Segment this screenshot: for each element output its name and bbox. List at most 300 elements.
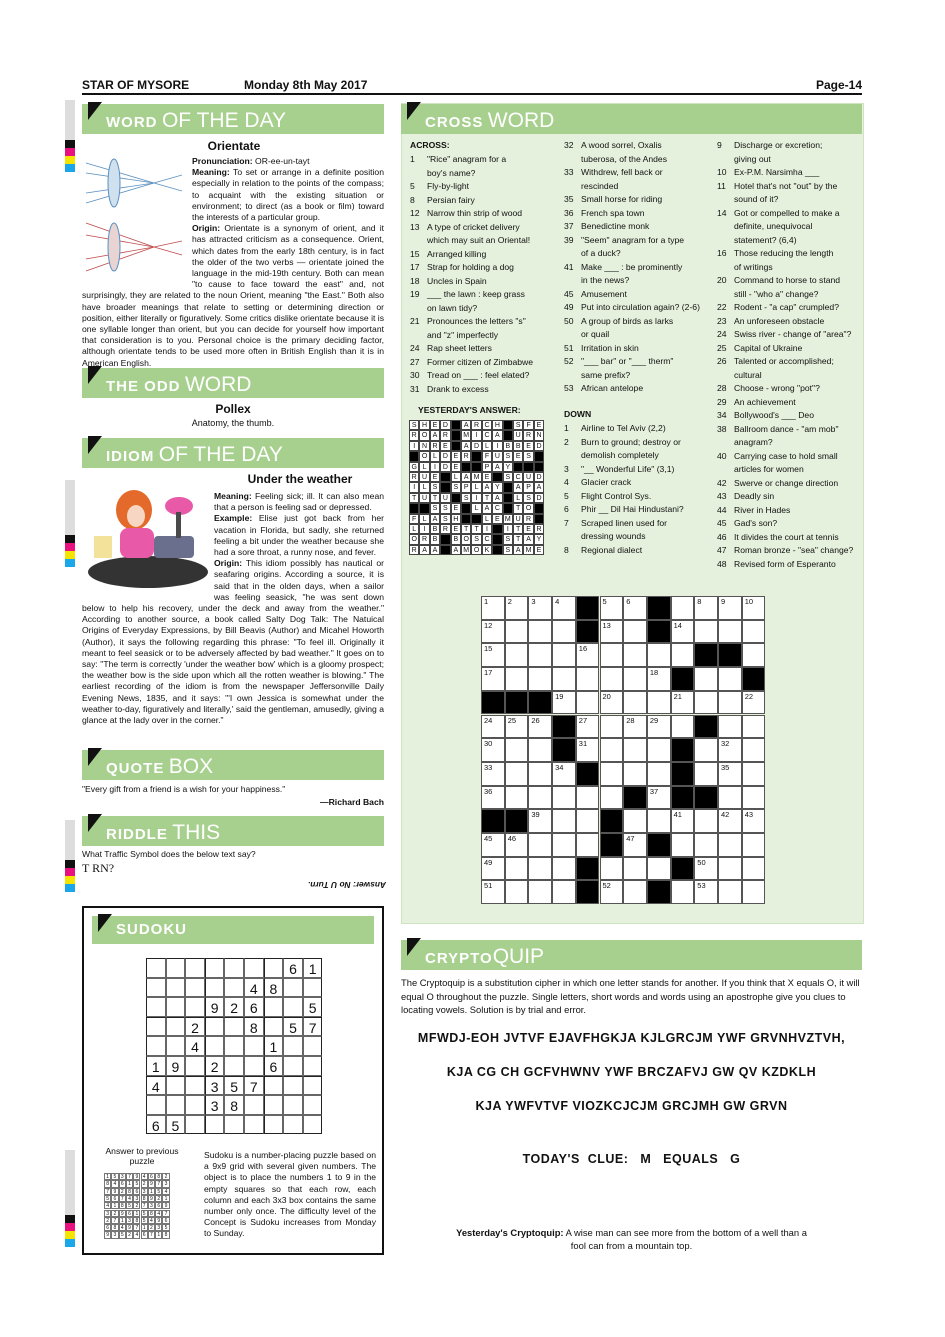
crossword-cell[interactable] [694,738,718,762]
sudoku-cell[interactable] [166,1076,186,1096]
sudoku-cell[interactable] [185,997,205,1017]
crossword-cell[interactable] [505,620,529,644]
crossword-cell[interactable] [505,738,529,762]
sudoku-cell[interactable] [185,978,205,998]
down-clues-col3 [717,139,862,571]
sudoku-cell[interactable] [205,1036,225,1056]
crossword-cell[interactable] [505,786,529,810]
sudoku-answer-cell: 6 [162,1217,169,1224]
cell-number: 15 [484,644,493,654]
crossword-cell[interactable] [623,596,647,620]
crossword-cell[interactable] [505,880,529,904]
word-title: Orientate [207,139,261,153]
clue-line [717,166,862,180]
crossword-cell[interactable] [481,880,505,904]
clue-line [410,261,560,275]
crossword-cell[interactable] [600,786,624,810]
sudoku-cell[interactable] [166,958,186,978]
clue-text: Swiss river - change of "area"? [734,329,852,339]
crossword-cell[interactable] [671,833,695,857]
sudoku-cell[interactable] [185,1095,205,1115]
sudoku-cell[interactable] [166,997,186,1017]
sudoku-cell[interactable] [185,958,205,978]
crossword-cell[interactable] [694,691,718,715]
crossword-block [600,833,624,857]
sudoku-cell[interactable] [205,1017,225,1037]
sudoku-answer-cell: 1 [141,1224,148,1231]
crossword-cell[interactable] [505,762,529,786]
sudoku-cell[interactable] [283,1115,303,1135]
crossword-cell[interactable] [600,880,624,904]
clue-number: 36 [564,207,574,218]
sudoku-cell[interactable] [303,978,323,998]
answer-cell: S [523,493,533,503]
crossword-cell[interactable] [742,620,766,644]
clue-text: Persian fairy [427,194,475,205]
crossword-cell[interactable] [718,762,742,786]
crossword-cell[interactable] [742,762,766,786]
crossword-cell[interactable] [647,738,671,762]
sudoku-cell[interactable] [224,1115,244,1135]
crossword-cell[interactable] [600,620,624,644]
crossword-cell[interactable] [576,667,600,691]
clue-number [717,193,734,207]
answer-cell: T [409,493,419,503]
sudoku-cell[interactable] [303,1036,323,1056]
sudoku-cell[interactable] [283,1076,303,1096]
crossword-cell[interactable] [481,667,505,691]
crossword-block [576,620,600,644]
sudoku-cell[interactable] [146,1095,166,1115]
sudoku-answer-cell: 5 [126,1202,133,1209]
crossword-cell[interactable] [528,715,552,739]
crossword-cell[interactable] [528,880,552,904]
cell-number: 35 [721,762,730,772]
sudoku-cell[interactable] [224,1056,244,1076]
crossword-cell[interactable] [623,715,647,739]
crossword-cell[interactable] [647,786,671,810]
across-heading: ACROSS: [410,140,450,150]
crossword-cell[interactable] [718,880,742,904]
crossword-cell[interactable] [600,643,624,667]
answer-cell [440,482,450,492]
clue-number: 29 [717,396,727,407]
crossword-cell[interactable] [623,857,647,881]
crossword-banner: CROSS WORD [401,104,862,134]
crossword-cell[interactable] [623,809,647,833]
crossword-cell[interactable] [694,809,718,833]
crossword-cell[interactable] [552,857,576,881]
answer-cell: O [419,451,429,461]
crossword-cell[interactable] [528,857,552,881]
answer-cell: N [534,430,544,440]
crossword-cell[interactable] [742,596,766,620]
crossword-cell[interactable] [647,643,671,667]
crossword-cell[interactable] [742,786,766,810]
clue-line [717,220,862,234]
cell-number: 43 [744,810,754,820]
sudoku-cell[interactable] [166,1017,186,1037]
cell-number: 16 [578,644,588,654]
clue-number [564,153,581,167]
crossword-cell[interactable] [552,691,576,715]
clue-text: French spa town [581,207,645,218]
answer-cell: D [440,451,450,461]
sudoku-cell[interactable] [146,997,166,1017]
crossword-cell[interactable] [600,691,624,715]
crossword-cell[interactable] [694,880,718,904]
cell-number: 28 [626,715,635,725]
clue-line [717,288,862,302]
crossword-cell[interactable] [647,691,671,715]
crossword-cell[interactable] [742,809,766,833]
crossword-cell[interactable] [576,833,600,857]
sudoku-answer-cell: 5 [104,1195,111,1202]
crossword-cell[interactable] [481,643,505,667]
sudoku-answer-cell: 5 [133,1180,140,1187]
answer-cell: L [409,524,419,534]
sudoku-cell[interactable] [146,1036,166,1056]
clue-number [717,234,734,248]
sudoku-cell[interactable] [224,1036,244,1056]
crossword-cell[interactable] [600,738,624,762]
sudoku-cell[interactable] [244,1036,264,1056]
sudoku-cell[interactable] [185,1076,205,1096]
answer-cell: L [513,493,523,503]
crossword-cell[interactable] [742,643,766,667]
crossword-cell[interactable] [718,738,742,762]
crossword-cell[interactable] [694,833,718,857]
crossword-cell[interactable] [694,857,718,881]
crossword-cell[interactable] [505,596,529,620]
crossword-cell[interactable] [671,809,695,833]
sudoku-cell[interactable] [244,958,264,978]
crossword-cell[interactable] [623,691,647,715]
crossword-cell[interactable] [528,620,552,644]
answer-cell [471,451,481,461]
answer-cell: M [461,545,471,555]
sudoku-cell[interactable] [166,978,186,998]
crossword-cell[interactable] [552,643,576,667]
crossword-cell[interactable] [552,786,576,810]
crossword-cell[interactable] [481,715,505,739]
answer-cell: L [482,514,492,524]
sudoku-answer-cell: 2 [155,1195,162,1202]
crossword-cell[interactable] [481,738,505,762]
clue-number: 45 [717,518,727,528]
crossword-cell[interactable] [552,880,576,904]
sudoku-cell[interactable] [303,1076,323,1096]
crossword-cell[interactable] [742,880,766,904]
crossword-cell[interactable] [671,715,695,739]
clue-number [564,449,581,463]
clue-line [564,436,714,450]
answer-cell: L [419,462,429,472]
header-rule [82,93,862,95]
crossword-cell[interactable] [647,762,671,786]
clue-text: "___ bar" or "___ therm" [581,356,674,366]
crossword-cell[interactable] [552,809,576,833]
clue-number: 10 [717,167,727,177]
sudoku-cell[interactable] [244,1056,264,1076]
sudoku-cell: 1 [146,1056,166,1076]
answer-cell: E [482,472,492,482]
crossword-cell[interactable] [528,596,552,620]
crossword-cell[interactable] [481,620,505,644]
clue-line [564,261,714,275]
sudoku-cell[interactable] [303,1056,323,1076]
clue-line [564,207,714,221]
registration-marks [65,140,75,172]
answer-cell: A [513,545,523,555]
answer-cell: N [419,441,429,451]
crossword-cell[interactable] [671,620,695,644]
clue-line [564,301,714,315]
crossword-cell[interactable] [671,691,695,715]
sudoku-cell[interactable] [283,978,303,998]
crossword-cell[interactable] [481,762,505,786]
sudoku-answer-cell: 7 [141,1202,148,1209]
cell-number: 47 [626,834,635,843]
clue-text: definite, unequivocal [734,221,813,231]
crossword-cell[interactable] [600,715,624,739]
sudoku-cell: 5 [224,1076,244,1096]
answer-cell [534,503,544,513]
sudoku-cell[interactable] [224,1017,244,1037]
clue-text: Flight Control Sys. [581,490,652,501]
crossword-cell[interactable] [623,833,647,857]
clue-number: 7 [564,517,569,528]
answer-cell: U [419,472,429,482]
clue-text: which may suit an Oriental! [427,235,531,245]
crossword-cell[interactable] [742,715,766,739]
crossword-cell[interactable] [647,809,671,833]
crossword-cell[interactable] [505,715,529,739]
crossword-cell[interactable] [528,786,552,810]
answer-cell [440,534,450,544]
crossword-cell[interactable] [505,643,529,667]
answer-cell: E [451,524,461,534]
crossword-cell[interactable] [552,762,576,786]
crossword-cell[interactable] [481,786,505,810]
crossword-cell[interactable] [742,738,766,762]
crossword-cell[interactable] [623,667,647,691]
clue-line [564,139,714,153]
sudoku-cell[interactable] [303,1095,323,1115]
clue-line [564,193,714,207]
clue-text: Make ___ : be prominently [581,261,683,272]
clue-number [717,288,734,302]
sudoku-answer-cell: 9 [155,1217,162,1224]
crossword-cell[interactable] [600,762,624,786]
answer-cell: T [513,534,523,544]
crossword-cell[interactable] [694,596,718,620]
crossword-cell[interactable] [552,620,576,644]
cell-number: 3 [531,597,536,606]
crossword-cell[interactable] [694,667,718,691]
crossword-cell[interactable] [552,596,576,620]
clue-text: Fly-by-light [427,181,470,191]
crossword-cell[interactable] [505,833,529,857]
crossword-cell[interactable] [600,667,624,691]
sudoku-cell[interactable] [224,958,244,978]
sudoku-answer-cell: 3 [133,1195,140,1202]
sudoku-cell[interactable] [283,1036,303,1056]
clue-line [564,369,714,383]
sudoku-cell[interactable] [283,1095,303,1115]
crossword-block [718,643,742,667]
crossword-cell[interactable] [576,738,600,762]
sudoku-cell[interactable] [185,1056,205,1076]
crossword-cell[interactable] [600,857,624,881]
answer-cell [471,462,481,472]
crossword-cell[interactable] [742,691,766,715]
crossword-cell[interactable] [600,596,624,620]
sudoku-cell[interactable] [166,1036,186,1056]
crossword-cell[interactable] [528,738,552,762]
crossword-cell[interactable] [623,762,647,786]
sudoku-cell[interactable] [244,1115,264,1135]
crossword-grid[interactable] [481,596,789,904]
crossword-block [623,786,647,810]
sudoku-cell[interactable] [224,978,244,998]
sudoku-cell[interactable] [146,978,166,998]
sudoku-answer-cell: 8 [126,1188,133,1195]
crossword-cell[interactable] [528,833,552,857]
answer-cell: S [503,472,513,482]
sudoku-cell[interactable] [283,997,303,1017]
crossword-cell[interactable] [505,857,529,881]
clue-number: 24 [717,329,727,339]
answer-cell: A [482,482,492,492]
clue-text: dressing wounds [581,531,646,541]
crossword-cell[interactable] [552,833,576,857]
clue-text: Benedictine monk [581,221,650,231]
crossword-cell[interactable] [742,833,766,857]
crossword-cell[interactable] [576,809,600,833]
clue-number [717,153,734,167]
crossword-cell[interactable] [647,715,671,739]
answer-cell [451,420,461,430]
sudoku-cell[interactable] [283,1056,303,1076]
clue-line [564,530,714,544]
crossword-cell[interactable] [505,667,529,691]
crossword-cell[interactable] [647,857,671,881]
answer-cell [451,430,461,440]
crossword-cell[interactable] [694,620,718,644]
crossword-cell[interactable] [481,857,505,881]
crossword-cell[interactable] [671,643,695,667]
crossword-cell[interactable] [552,667,576,691]
crossword-cell[interactable] [528,643,552,667]
answer-cell: B [503,441,513,451]
cell-number: 10 [744,597,754,606]
answer-cell: H [492,420,502,430]
crossword-cell[interactable] [528,762,552,786]
crossword-cell[interactable] [718,691,742,715]
word-definition: Pronunciation: OR-ee-un-tayt Meaning: To set or arrange in a definite position especially in relation to the points of the compass; to acquaint with the existing situation or environment; to direct (as a book or film) toward the interests of a particular group. Origin: Orientate is a synonym of orient, and it has attracted criticism as a consequence. Orient, which dates from the early 18th century, is in fact the older of the two verbs — orientate joined the language in the mid-19th century. Both can mean "to cause to face toward the east" and, not surprisingly, they are related to the noun Orient, meaning "the East." Both also have broader meanings that relate to setting or determining direction or position, either literally or figuratively. Some critics dislike orientate because it is one syllable longer than orient, but you can decide for yourself how important that consideration is to you. Personal choice is the primary deciding factor, although orientate tends to be used more often in British English than it is in American English. [82,156,385,368]
crossword-cell[interactable] [718,809,742,833]
crossword-cell[interactable] [671,880,695,904]
crossword-cell[interactable] [528,667,552,691]
crossword-cell[interactable] [718,833,742,857]
sudoku-cell[interactable] [205,958,225,978]
sudoku-cell[interactable] [264,958,284,978]
clue-line [410,180,560,194]
crossword-cell[interactable] [694,762,718,786]
crossword-cell[interactable] [671,596,695,620]
crossword-cell[interactable] [718,715,742,739]
cell-number: 36 [484,786,493,796]
cell-number: 51 [484,881,493,891]
clue-text: boy's name? [427,167,476,178]
crossword-cell[interactable] [623,738,647,762]
crossword-cell[interactable] [718,786,742,810]
crossword-cell[interactable] [576,786,600,810]
answer-cell: A [534,482,544,492]
answer-cell: Y [492,482,502,492]
cryptoquip-banner: CRYPTOQUIP [401,940,862,970]
clue-line [564,544,714,558]
crossword-cell[interactable] [623,880,647,904]
clue-text: Narrow thin strip of wood [427,208,523,218]
sudoku-cell[interactable] [205,978,225,998]
sudoku-answer-cell: 2 [141,1180,148,1187]
sudoku-cell[interactable] [185,1115,205,1135]
crossword-cell[interactable] [576,715,600,739]
sudoku-cell[interactable] [264,1076,284,1096]
answer-cell: I [430,462,440,472]
sudoku-cell[interactable] [146,958,166,978]
sudoku-cell: 6 [283,958,303,978]
sudoku-cell[interactable] [146,1017,166,1037]
clue-text: tuberosa, of the Andes [581,153,668,164]
clue-line [410,356,560,370]
crossword-cell[interactable] [576,691,600,715]
sudoku-cell[interactable] [244,1095,264,1115]
sudoku-cell[interactable] [205,1115,225,1135]
crossword-cell[interactable] [718,596,742,620]
sudoku-answer-cell: 9 [133,1173,140,1180]
crossword-cell[interactable] [576,643,600,667]
cell-number: 42 [721,810,730,820]
answer-cell: A [430,430,440,440]
crossword-cell[interactable] [718,857,742,881]
crossword-cell[interactable] [718,667,742,691]
sudoku-cell[interactable] [303,1115,323,1135]
registration-marks [65,860,75,892]
sudoku-cell[interactable] [264,997,284,1017]
clue-number: 8 [410,194,415,205]
yesterday-answer-label: YESTERDAY'S ANSWER: [418,405,521,415]
sudoku-answer-cell: 2 [111,1210,118,1217]
crossword-cell[interactable] [742,857,766,881]
answer-cell: A [492,430,502,440]
clue-number: 12 [410,208,420,218]
crossword-cell[interactable] [528,809,552,833]
crossword-cell[interactable] [623,620,647,644]
crossword-cell[interactable] [647,667,671,691]
crossword-cell[interactable] [623,643,647,667]
sudoku-cell[interactable] [166,1095,186,1115]
sudoku-cell[interactable] [264,1115,284,1135]
sudoku-cell[interactable] [264,1017,284,1037]
crossword-cell[interactable] [481,833,505,857]
sudoku-cell[interactable] [264,1095,284,1115]
crossword-cell[interactable] [718,620,742,644]
sudoku-grid[interactable] [146,958,322,1134]
crossword-cell[interactable] [481,596,505,620]
